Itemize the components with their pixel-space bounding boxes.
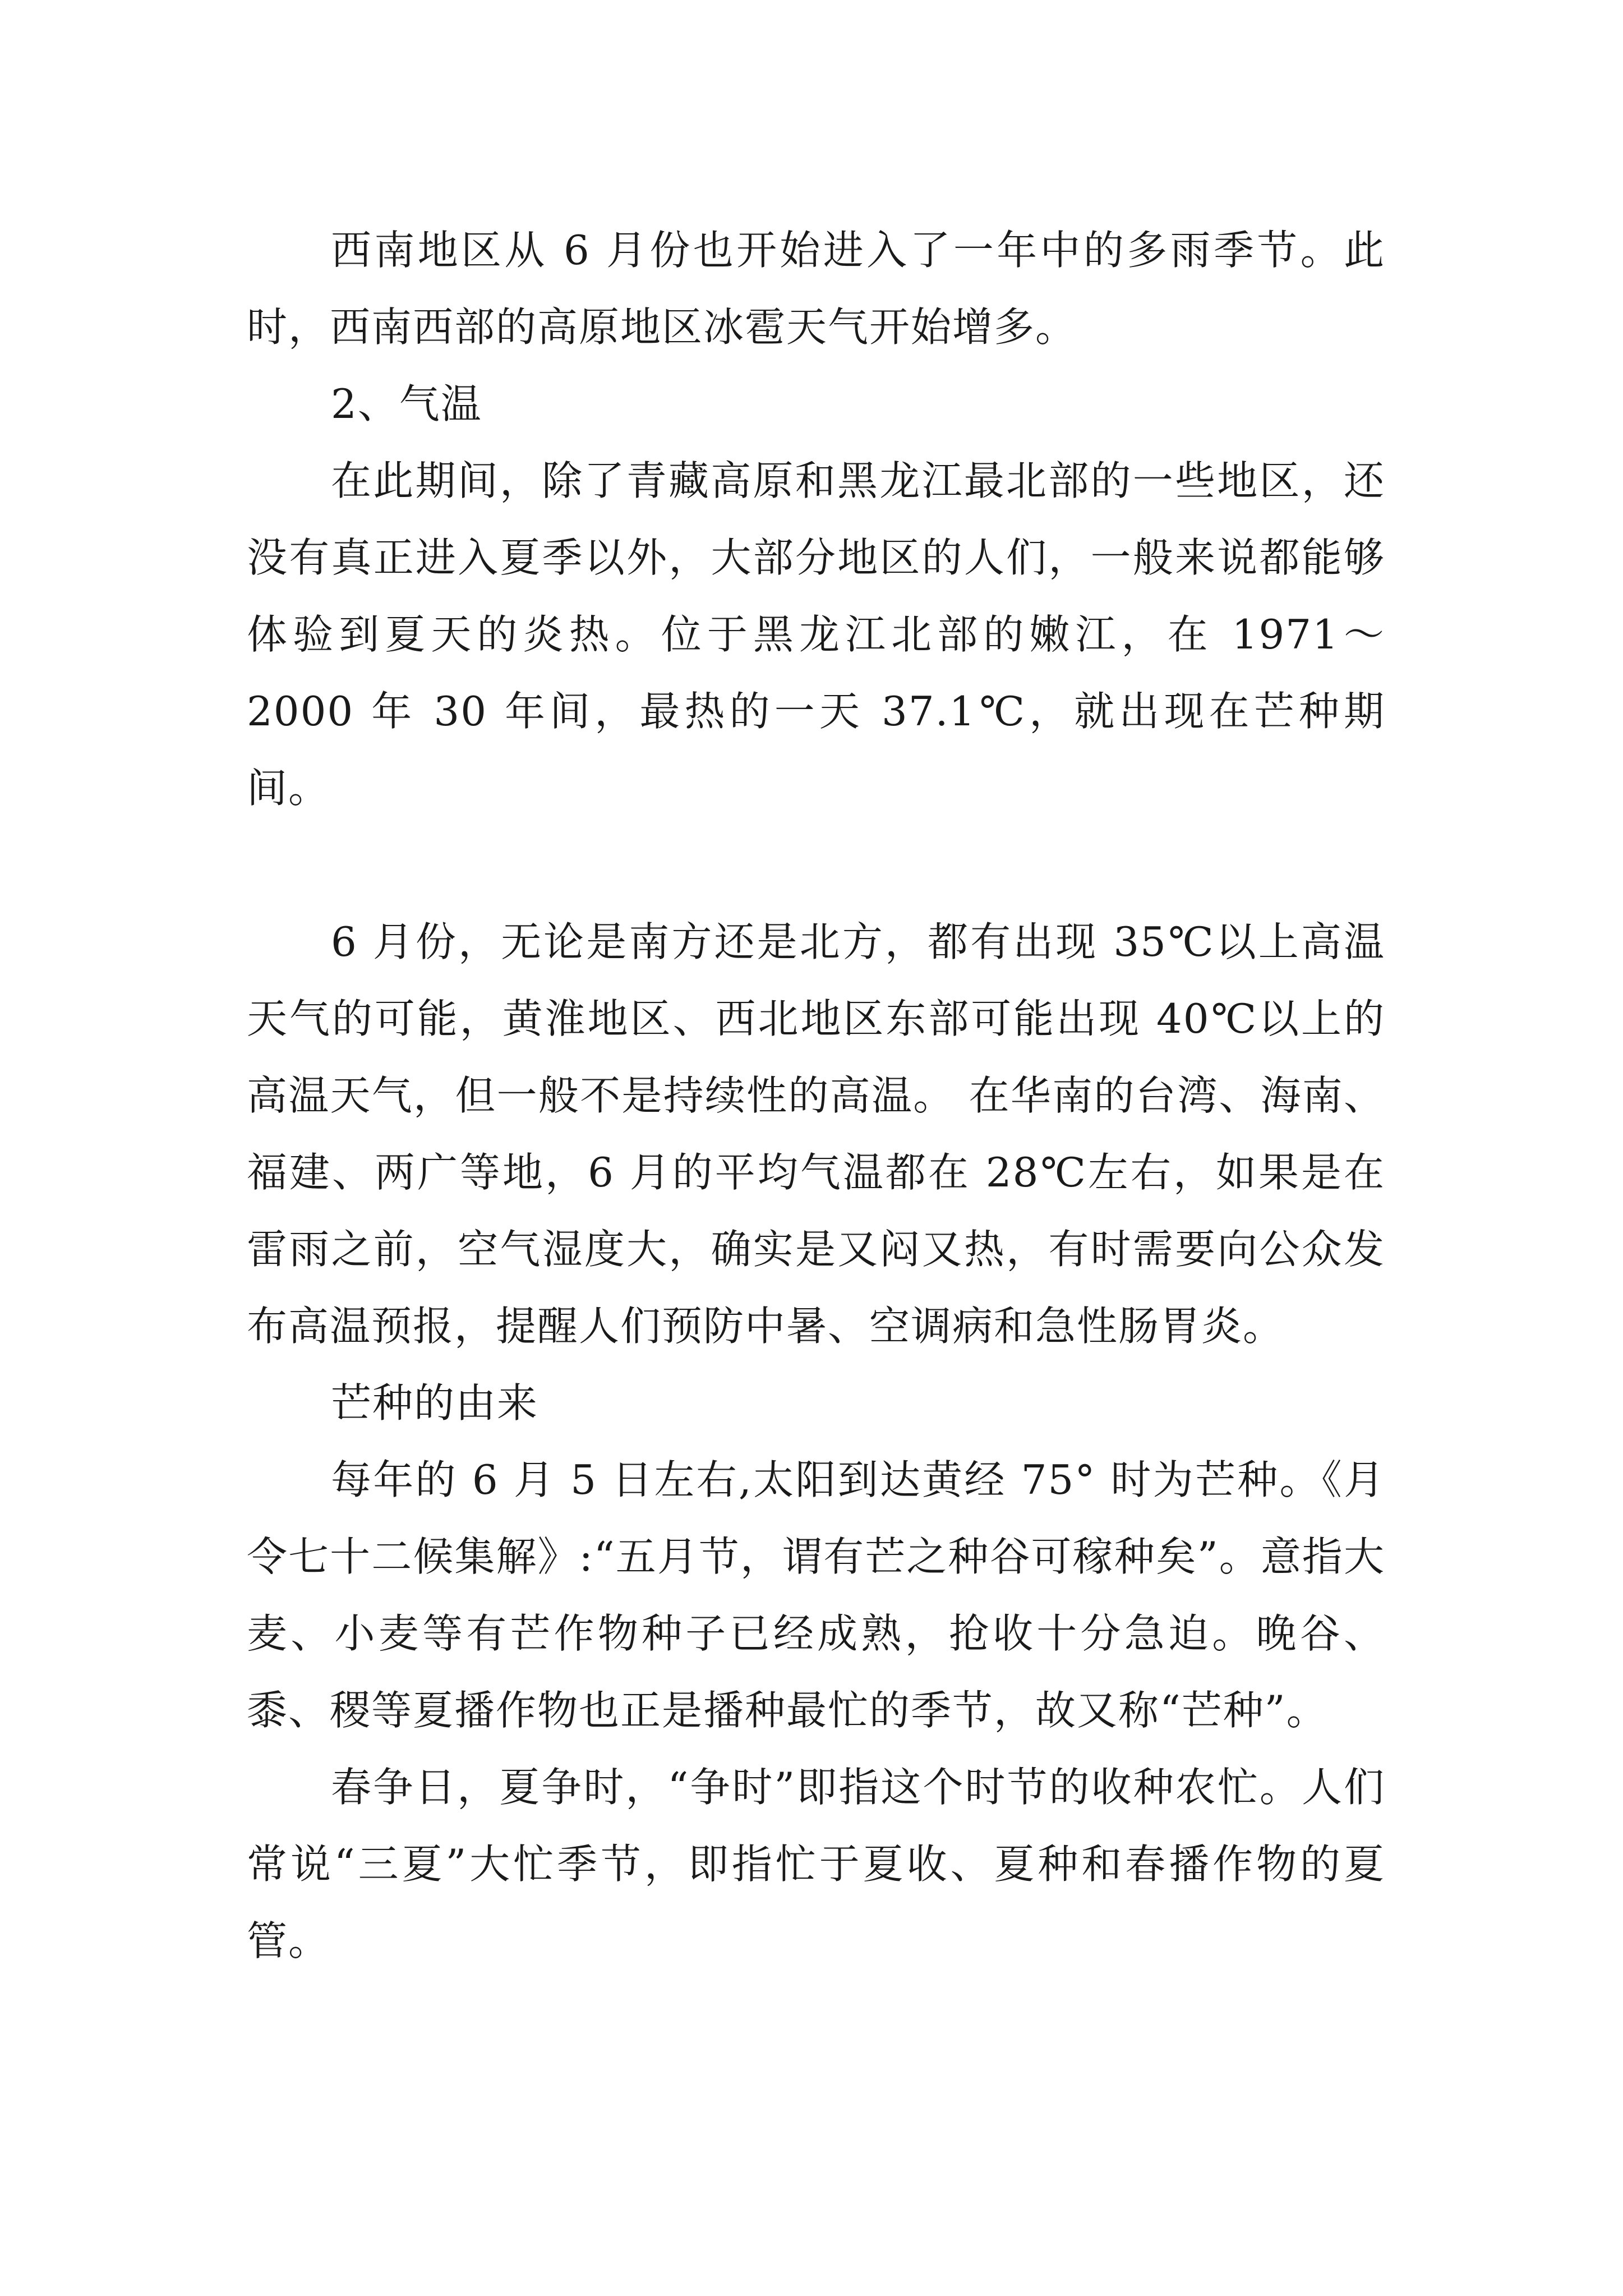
section-heading-temperature: 2、气温	[331, 380, 482, 427]
paragraph-temperature-nenjiang: 在此期间，除了青藏高原和黑龙江最北部的一些地区，还没有真正进入夏季以外，大部分地区的人们，一般来说都能够体验到夏天的炎热。位于黑龙江北部的嫩江，在 1971～2000 年 30 年间，最热的一天 37.1℃，就出现在芒种期间。	[247, 457, 1385, 812]
document-body	[247, 212, 1385, 1980]
section-heading-origin: 芒种的由来	[331, 1379, 539, 1427]
paragraph-gap	[247, 827, 1385, 904]
paragraph-june-high-temperature: 6 月份，无论是南方还是北方，都有出现 35℃以上高温天气的可能，黄淮地区、西北地区东部可能出现 40℃以上的高温天气，但一般不是持续性的高温。 在华南的台湾、海南、福建、两广等地，6 月的平均气温都在 28℃左右，如果是在雷雨之前，空气湿度大，确实是又闷又热，有时需要向公众发布高温预报，提醒人们预防中暑、空调病和急性肠胃炎。	[247, 918, 1385, 1350]
paragraph-southwest-rain: 西南地区从 6 月份也开始进入了一年中的多雨季节。此时，西南西部的高原地区冰雹天气开始增多。	[247, 227, 1385, 351]
paragraph-busy-season: 春争日，夏争时，“争时”即指这个时节的收种农忙。人们常说“三夏”大忙季节，即指忙于夏收、夏种和春播作物的夏管。	[247, 1764, 1385, 1964]
paragraph-mangzhong-origin: 每年的 6 月 5 日左右,太阳到达黄经 75° 时为芒种。《月令七十二候集解》:“五月节，谓有芒之种谷可稼种矣”。意指大麦、小麦等有芒作物种子已经成熟，抢收十分急迫。晚谷、黍、稷等夏播作物也正是播种最忙的季节，故又称“芒种”。	[247, 1456, 1385, 1734]
